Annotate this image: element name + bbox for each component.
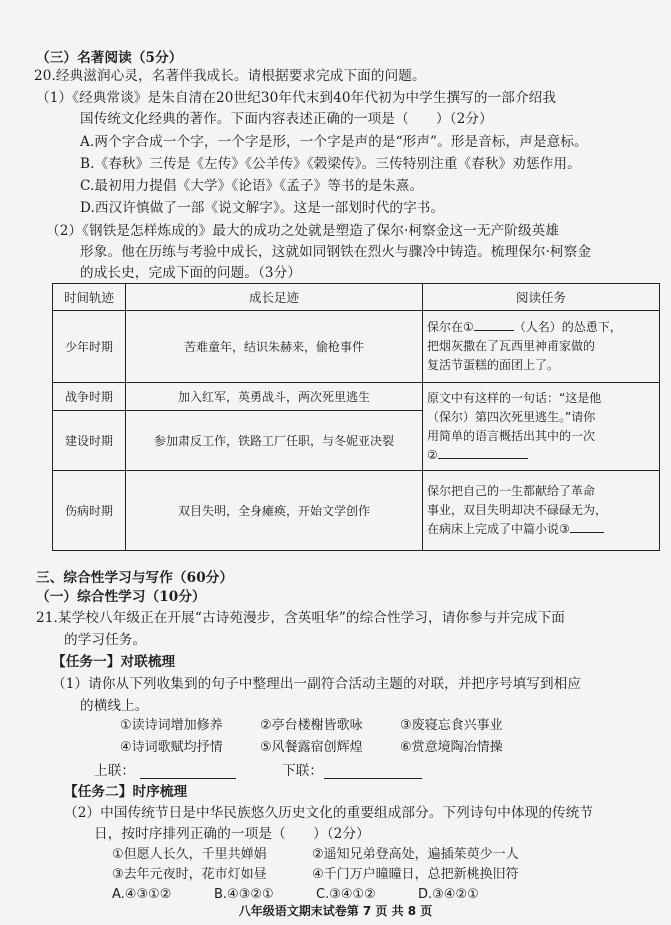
q20-option-d: D.西汉许慎做了一部《说文解字》。这是一部划时代的字书。	[80, 200, 445, 216]
task-cell-1	[423, 311, 660, 383]
task3-text-a: 保尔把自己的一生都献给了革命	[427, 484, 596, 498]
q20-stem: 20.经典滋润心灵，名著伴我成长。请根据要求完成下面的问题。	[34, 68, 426, 84]
task1-label: 【任务一】对联梳理	[52, 654, 176, 670]
answer-option-a[interactable]: A.④③①②	[112, 887, 172, 902]
sub1-title: （一）综合性学习（10分）	[36, 589, 206, 605]
q21-task1-line1: （1）请你从下列收集到的句子中整理出一副符合活动主题的对联，并把序号填写到相应	[52, 676, 582, 692]
q21-task2-line2: 日，按时序排列正确的一项是（ ）（2分）	[94, 826, 370, 842]
q21-stem-line2: 的学习任务。	[64, 632, 147, 648]
answer-option-b[interactable]: B.④③②①	[214, 887, 274, 902]
period-cell: 建设时期	[53, 411, 126, 471]
table-row	[53, 311, 660, 383]
task1-text-d: 复活节蛋糕的面团上了。	[427, 358, 560, 372]
task3-text-b: 事业，双目失明却决不碌碌无为，	[427, 503, 608, 517]
table-row	[53, 383, 660, 411]
q20-option-b: B.《春秋》三传是《左传》《公羊传》《榖梁传》。三传特别注重《春秋》劝惩作用。	[80, 156, 581, 172]
task2-text-c: 用简单的语言概括出其中的一次	[427, 428, 596, 443]
q21-task2-line1: （2）中国传统节日是中华民族悠久历史文化的重要组成部分。下列诗句中体现的传统节	[64, 805, 594, 821]
sentence-2: ②亭台楼榭皆歌咏	[260, 718, 363, 733]
task2-text-d: ②	[427, 447, 438, 462]
sentence-4: ④诗词歌赋均抒情	[120, 740, 223, 755]
growth-table	[52, 283, 660, 551]
q21-task1-line2: 的横线上。	[80, 698, 149, 714]
sentence-5: ⑤风餐露宿创辉煌	[260, 740, 363, 755]
sentence-1: ①读诗词增加修养	[120, 718, 223, 733]
section-title-reading: （三）名著阅读（5分）	[36, 50, 183, 66]
poem-4: ④千门万户曈曈日，总把新桃换旧符	[312, 867, 519, 882]
q20-part2-line1: （2）《钢铁是怎样炼成的》最大的成功之处就是塑造了保尔·柯察金这一无产阶级英雄	[46, 223, 560, 239]
track-cell: 参加肃反工作，铁路工厂任职，与冬妮亚决裂	[126, 411, 423, 471]
track-cell: 苦难童年，结识朱赫来，偷枪事件	[126, 311, 423, 383]
table-row	[53, 471, 660, 551]
header-period: 时间轨迹	[53, 284, 126, 311]
period-cell: 战争时期	[53, 383, 126, 411]
q21-stem-line1: 21.某学校八年级正在开展“古诗苑漫步，含英咀华”的综合性学习，请你参与并完成下面	[36, 610, 565, 626]
q20-part1-line1: （1）《经典常谈》是朱自清在20世纪30年代末到40年代初为中学生撰写的一部介绍我	[36, 90, 557, 106]
q20-part2-line3: 的成长史，完成下面的问题。（3分）	[80, 265, 302, 281]
answer-option-d[interactable]: D.③④②①	[418, 887, 479, 902]
task2-text-b: （保尔）第四次死里逃生。”请你	[427, 409, 596, 424]
q20-option-a: A.两个字合成一个字，一个字是形，一个字是声的是“形声”。形是音标，声是意标。	[80, 134, 588, 150]
task2-label: 【任务二】时序梳理	[64, 784, 188, 800]
track-cell: 双目失明，全身瘫痪，开始文学创作	[126, 471, 423, 551]
period-cell: 少年时期	[53, 311, 126, 383]
task-cell-2	[423, 383, 660, 471]
task1-text-a: 保尔在①	[427, 320, 474, 334]
table-header-row	[53, 284, 660, 311]
track-cell: 加入红军，英勇战斗，两次死里逃生	[126, 383, 423, 411]
poem-2: ②遥知兄弟登高处，遍插茱萸少一人	[312, 847, 519, 862]
task2-text-a: 原文中有这样的一句话：“这是他	[427, 390, 602, 405]
sentence-6: ⑥赏意境陶冶情操	[400, 740, 503, 755]
sentence-3: ③废寝忘食兴事业	[400, 718, 503, 733]
task1-text-c: 把烟灰撒在了瓦西里神甫家做的	[427, 339, 596, 353]
poem-3: ③去年元夜时，花市灯如昼	[112, 867, 267, 882]
lower-couplet-label: 下联：	[282, 763, 324, 779]
task3-text-c: 在病床上完成了中篇小说③	[427, 522, 570, 536]
lower-couplet-blank[interactable]	[324, 778, 422, 779]
answer-blank-2[interactable]	[438, 458, 528, 459]
answer-blank-3[interactable]	[570, 532, 604, 533]
poem-1: ①但愿人长久，千里共婵娟	[112, 847, 267, 862]
upper-couplet-label: 上联：	[94, 763, 136, 779]
answer-blank-1[interactable]	[474, 330, 514, 331]
q20-option-c: C.最初用力提倡《大学》《论语》《孟子》等书的是朱熹。	[80, 178, 424, 194]
page-footer: 八年级语文期末试卷第 7 页 共 8 页	[238, 904, 433, 918]
header-task: 阅读任务	[423, 284, 660, 311]
task-cell-3	[423, 471, 660, 551]
q20-part1-line2: 国传统文化经典的著作。下面内容表述正确的一项是（ ）（2分）	[80, 111, 493, 127]
answer-option-c[interactable]: C.③④①②	[316, 887, 376, 902]
q20-part2-line2: 形象。他在历练与考验中成长，这就如同钢铁在烈火与骤冷中铸造。梳理保尔·柯察金	[80, 244, 592, 260]
upper-couplet-blank[interactable]	[140, 778, 236, 779]
task1-text-b: （人名）的怂恿下，	[513, 320, 622, 334]
header-track: 成长足迹	[126, 284, 423, 311]
part3-title: 三、综合性学习与写作（60分）	[36, 570, 234, 586]
period-cell: 伤病时期	[53, 471, 126, 551]
